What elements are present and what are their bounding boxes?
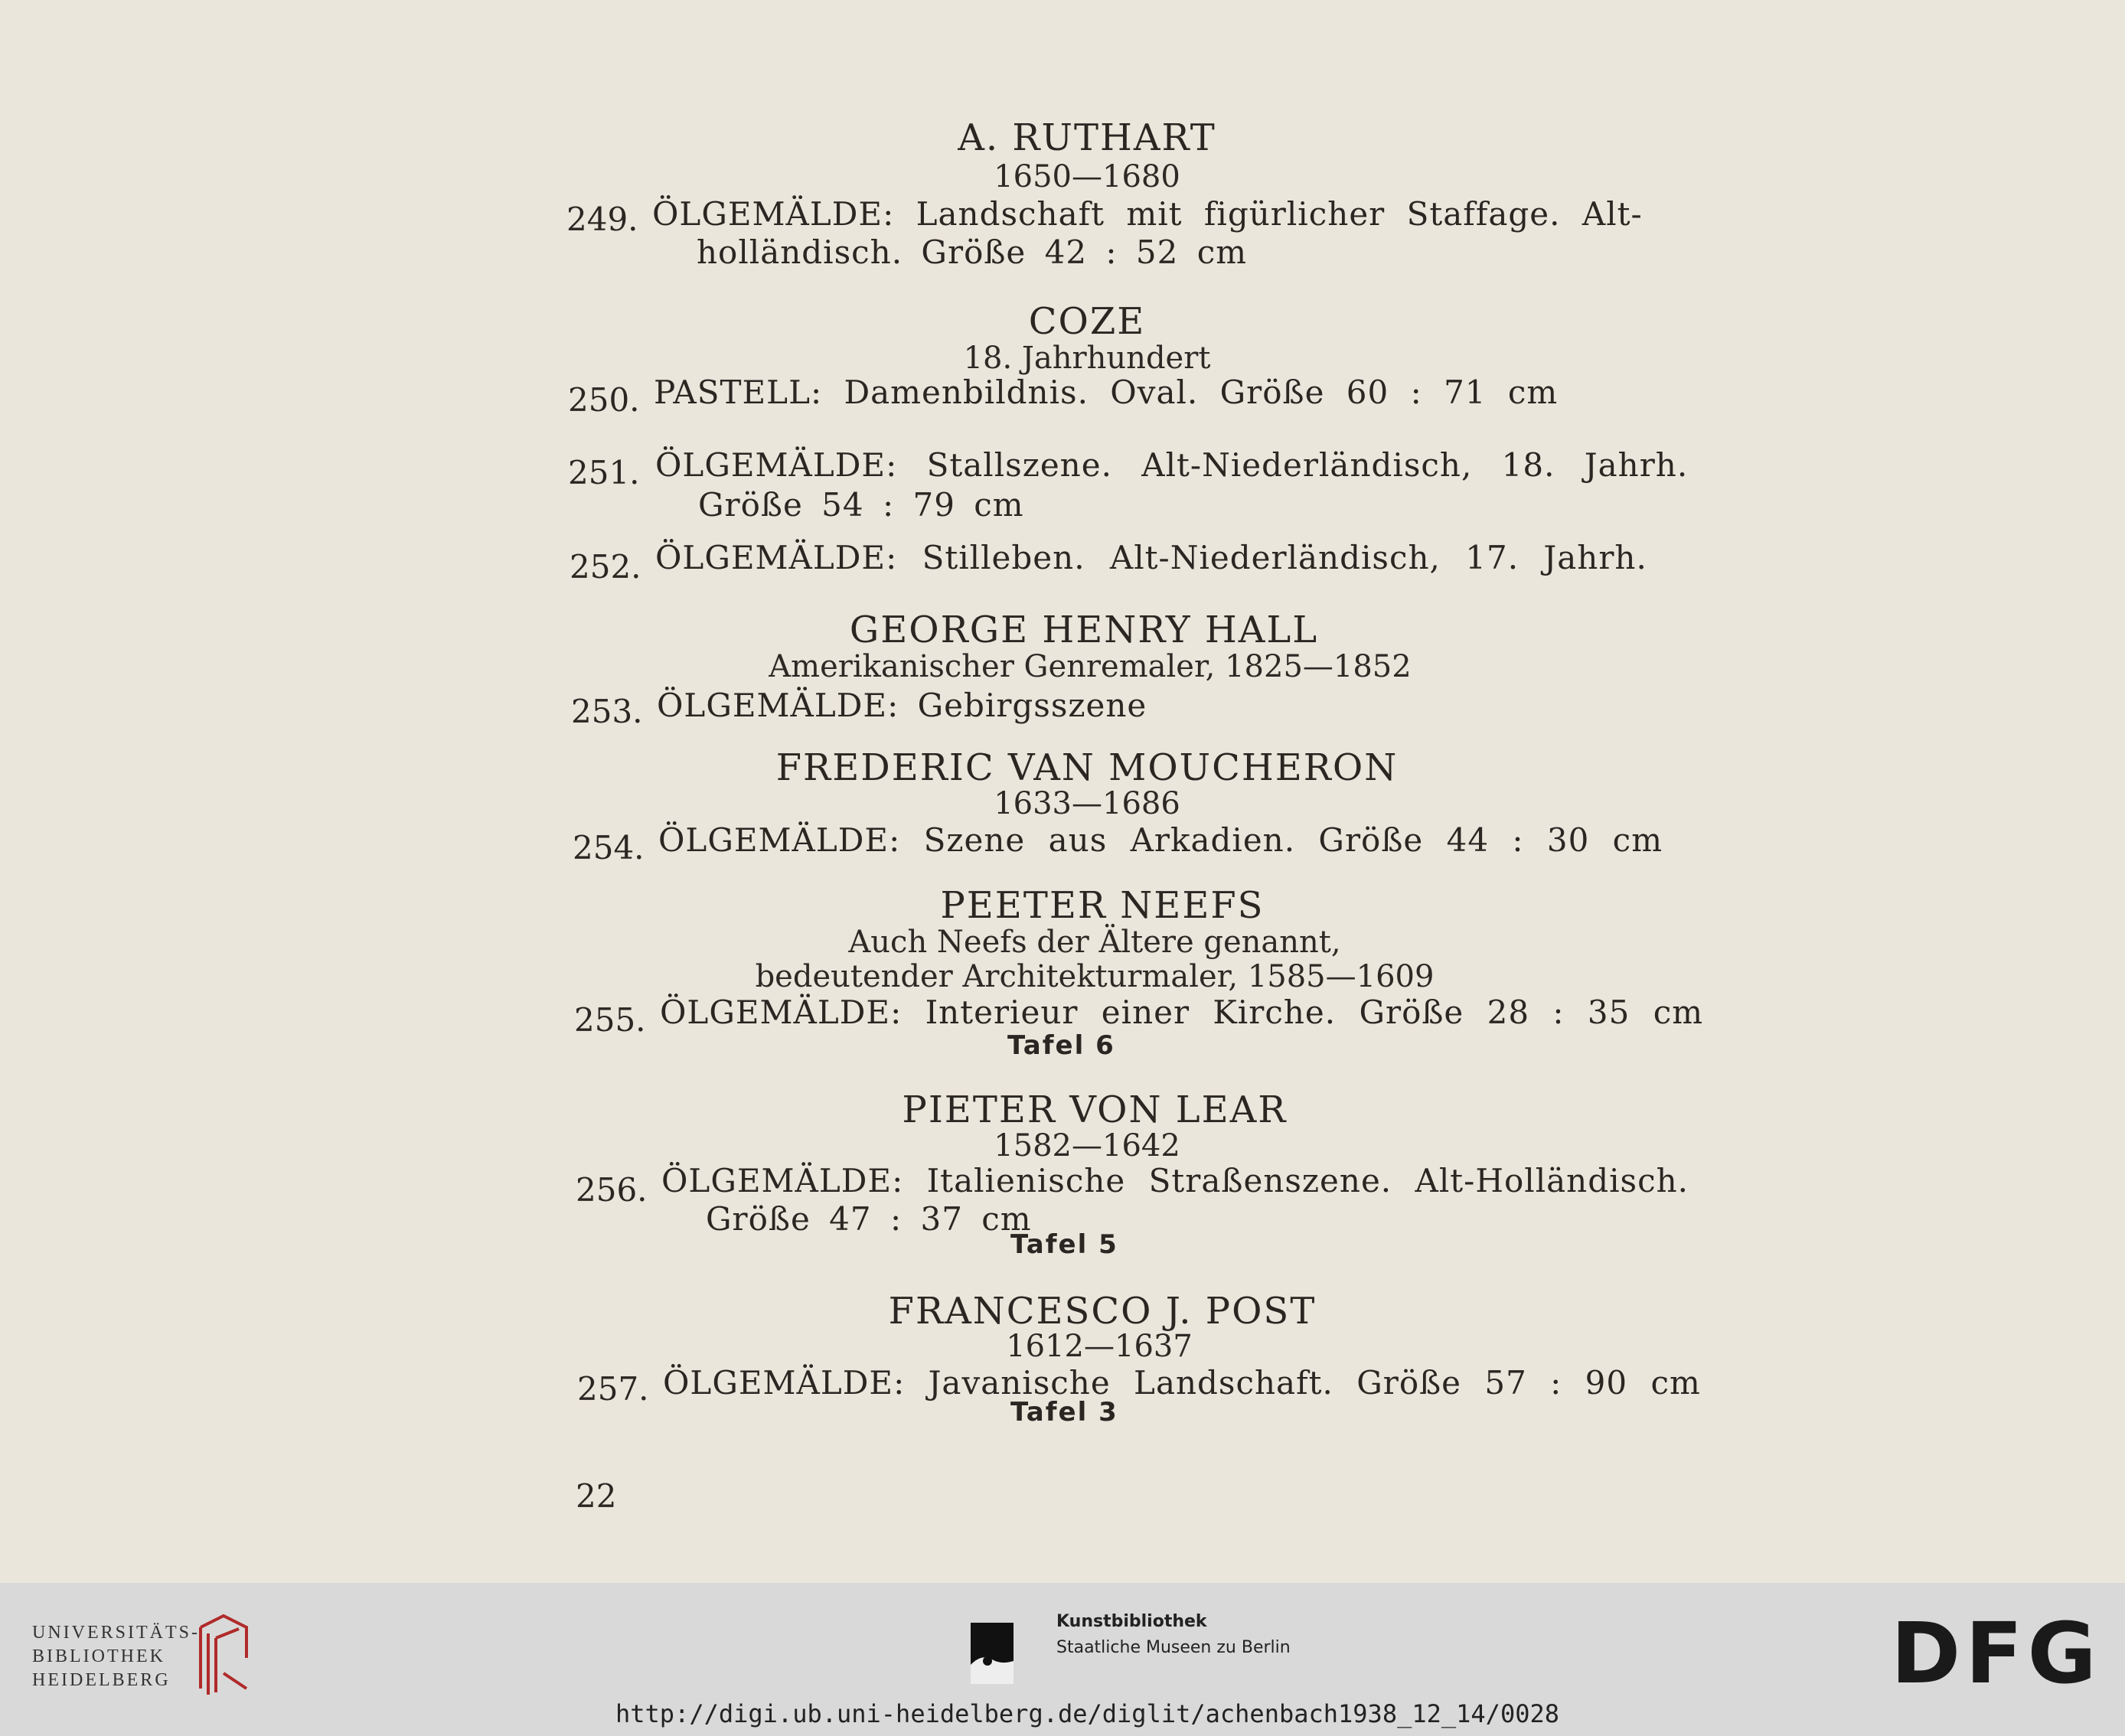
lot-description: ÖLGEMÄLDE: Landschaft mit figürlicher Staffage. Alt- xyxy=(652,195,1643,233)
artist-dates: 1582—1642 xyxy=(994,1128,1180,1163)
artist-note: Auch Neefs der Ältere genannt, xyxy=(848,925,1341,960)
lot-description: ÖLGEMÄLDE: Italienische Straßenszene. Alt-Holländisch. xyxy=(661,1162,1689,1199)
lot-description: ÖLGEMÄLDE: Javanische Landschaft. Größe 57 : 90 cm xyxy=(663,1364,1701,1402)
permalink-url[interactable]: http://digi.ub.uni-heidelberg.de/diglit/achenbach1938_12_14/0028 xyxy=(615,1699,1559,1728)
lot-description: ÖLGEMÄLDE: Interieur einer Kirche. Größe 28 : 35 cm xyxy=(660,994,1704,1031)
artist-note: bedeutender Architekturmaler, 1585—1609 xyxy=(755,959,1435,994)
page-number: 22 xyxy=(576,1477,617,1515)
artist-heading: A. RUTHART xyxy=(958,116,1216,159)
artist-heading: PEETER NEEFS xyxy=(940,884,1265,927)
plate-reference: Tafel 6 xyxy=(1007,1030,1115,1061)
artist-dates: Amerikanischer Genremaler, 1825—1852 xyxy=(769,649,1412,684)
lot-description: ÖLGEMÄLDE: Szene aus Arkadien. Größe 44 : 30 cm xyxy=(658,821,1663,859)
lot-number: 251. xyxy=(568,454,640,491)
university-line: HEIDELBERG xyxy=(32,1670,171,1690)
lot-number: 250. xyxy=(568,381,640,419)
university-line: UNIVERSITÄTS- xyxy=(32,1623,200,1643)
lot-number: 256. xyxy=(576,1171,648,1209)
artist-dates: 1650—1680 xyxy=(994,159,1180,194)
viewer-footer xyxy=(0,1583,2125,1736)
artist-dates: 1633—1686 xyxy=(994,786,1180,821)
kunstbibliothek-subtitle: Staatliche Museen zu Berlin xyxy=(1056,1638,1291,1657)
lot-number: 253. xyxy=(571,693,643,730)
lot-number: 255. xyxy=(574,1001,646,1039)
lot-description-cont: Größe 47 : 37 cm xyxy=(706,1200,1032,1238)
lot-number: 249. xyxy=(566,201,638,238)
lot-description: ÖLGEMÄLDE: Stilleben. Alt-Niederländisch, 17. Jahrh. xyxy=(655,539,1647,576)
lot-description: PASTELL: Damenbildnis. Oval. Größe 60 : 71 cm xyxy=(654,374,1559,411)
artist-heading: COZE xyxy=(1028,300,1146,343)
artist-heading: PIETER VON LEAR xyxy=(902,1088,1288,1131)
lot-description: ÖLGEMÄLDE: Stallszene. Alt-Niederländisch, 18. Jahrh. xyxy=(655,446,1689,484)
artist-heading: FREDERIC VAN MOUCHERON xyxy=(775,746,1399,789)
kunstbibliothek-title: Kunstbibliothek xyxy=(1056,1612,1207,1631)
dfg-logo: DFG xyxy=(1891,1604,2101,1702)
artist-dates: 1612—1637 xyxy=(1006,1329,1193,1364)
artist-heading: GEORGE HENRY HALL xyxy=(849,609,1319,651)
university-line: BIBLIOTHEK xyxy=(32,1646,165,1666)
lot-description-cont: holländisch. Größe 42 : 52 cm xyxy=(697,233,1248,271)
lot-number: 257. xyxy=(577,1370,649,1408)
artist-dates: 18. Jahrhundert xyxy=(963,341,1211,376)
plate-reference: Tafel 3 xyxy=(1010,1397,1118,1428)
artist-heading: FRANCESCO J. POST xyxy=(888,1290,1317,1333)
university-name xyxy=(32,1621,200,1692)
lot-description: ÖLGEMÄLDE: Gebirgsszene xyxy=(657,687,1147,724)
lot-description-cont: Größe 54 : 79 cm xyxy=(698,486,1024,524)
kunstbibliothek-logo-icon xyxy=(971,1623,1014,1684)
heidelberg-logo-icon xyxy=(193,1612,254,1696)
lot-number: 254. xyxy=(573,829,645,866)
lot-number: 252. xyxy=(570,548,641,586)
plate-reference: Tafel 5 xyxy=(1010,1229,1118,1260)
